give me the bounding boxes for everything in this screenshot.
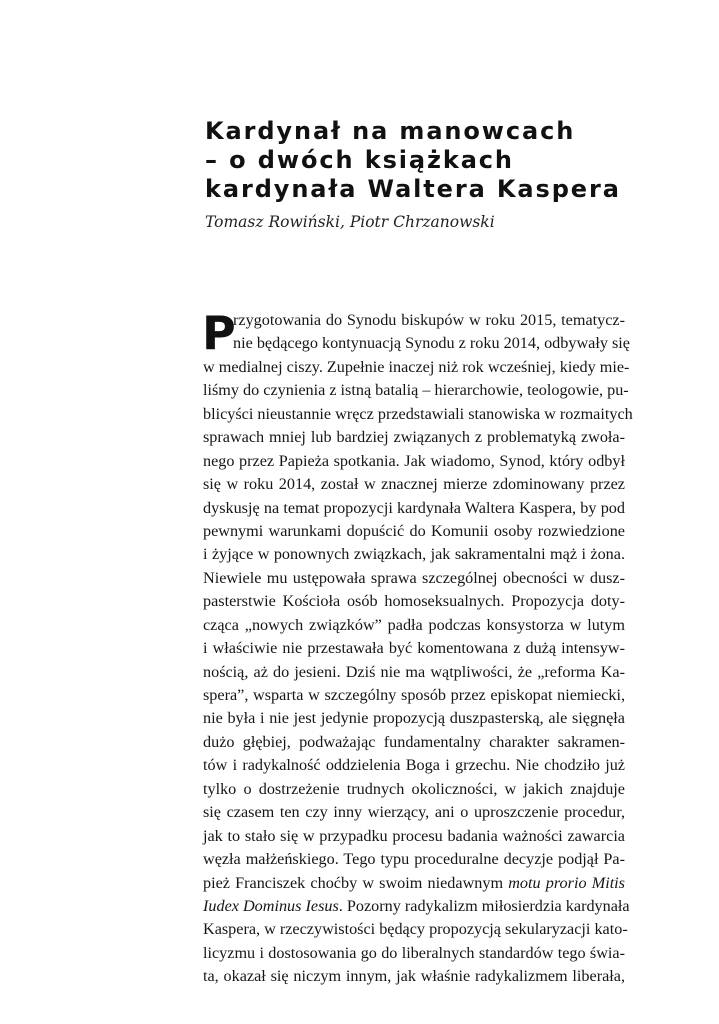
body-line: rzygotowania do Synodu biskupów w roku 2015, tematycz-: [233, 311, 625, 329]
article-body: [202, 306, 633, 989]
body-line: [203, 895, 630, 918]
body-line: nie będącego kontynuacją Synodu z roku 2014, odbywały się: [233, 334, 630, 353]
body-line-text: . Pozorny radykalizm miłosierdzia kardynała: [338, 896, 630, 915]
title-line-1: Kardynał na manowcach: [205, 117, 576, 145]
article-title: [205, 117, 675, 204]
body-line: pewnymi warunkami dopuścić do Komunii osoby rozwiedzione: [203, 521, 625, 540]
body-line: ta, okazał się niczym innym, jak właśnie radykalizmem liberała,: [203, 967, 625, 986]
body-line: i żyjące w ponownych związkach, jak sakramentalni mąż i żona.: [203, 545, 625, 564]
body-line-text: pież Franciszek choćby w swoim niedawnym: [203, 873, 509, 892]
article-authors: Tomasz Rowiński, Piotr Chrzanowski: [205, 213, 495, 231]
body-line: licyzmu i dostosowania go do liberalnych standardów tego świa-: [203, 943, 625, 962]
body-line: [203, 872, 625, 895]
body-line: jak to stało się w przypadku procesu badania ważności zawarcia: [203, 826, 625, 845]
body-line: tów i radykalność oddzielenia Boga i grzechu. Nie chodziło już: [203, 756, 625, 775]
body-line: nego przez Papieża spotkania. Jak wiadomo, Synod, który odbył: [203, 451, 625, 470]
body-line: Niewiele mu ustępowała sprawa szczególnej obecności w dusz-: [203, 568, 625, 587]
body-line: dużo głębiej, podważając fundamentalny charakter sakramen-: [203, 732, 625, 751]
drop-cap: P: [202, 306, 236, 360]
body-line: Kaspera, w rzeczywistości będący propozycją sekularyzacji kato-: [203, 920, 628, 939]
body-line: blicyści nieustannie wręcz przedstawiali stanowiska w rozmaitych: [203, 404, 633, 423]
body-line: tylko o dostrzeżenie trudnych okoliczności, w jakich znajduje: [203, 779, 625, 798]
body-line: nością, aż do jesieni. Dziś nie ma wątpliwości, że „reforma Ka-: [203, 662, 625, 681]
body-line: w medialnej ciszy. Zupełnie inaczej niż rok wcześniej, kiedy mie-: [203, 357, 630, 376]
body-line: się w roku 2014, został w znacznej mierze zdominowany przez: [203, 475, 625, 494]
title-line-3: kardynała Waltera Kaspera: [205, 175, 621, 203]
body-line: liśmy do czynienia z istną batalią – hierarchowie, teologowie, pu-: [203, 381, 629, 400]
body-line: pasterstwie Kościoła osób homoseksualnych. Propozycja doty-: [203, 592, 625, 611]
body-line: i właściwie nie przestawała być komentowana z dużą intensyw-: [203, 639, 625, 658]
title-line-2: – o dwóch książkach: [205, 146, 514, 174]
body-line: nie była i nie jest jedynie propozycją duszpasterską, ale sięgnęła: [203, 709, 625, 728]
italic-title-part-2: Iudex Dominus Iesus: [203, 896, 339, 915]
body-line: dyskusję na temat propozycji kardynała Waltera Kaspera, by pod: [203, 498, 625, 517]
body-line: spera”, wsparta w szczególny sposób przez episkopat niemiecki,: [203, 686, 625, 704]
body-line: cząca „nowych związków” padła podczas konsystorza w lutym: [203, 615, 625, 634]
body-line: sprawach mniej lub bardziej związanych z problematyką zwoła-: [203, 428, 625, 447]
body-line: się czasem ten czy inny wierzący, ani o uproszczenie procedur,: [203, 803, 625, 822]
body-line: węzła małżeńskiego. Tego typu proceduralne decyzje podjął Pa-: [203, 850, 625, 869]
italic-title-part-1: motu prorio Mitis: [508, 873, 625, 892]
